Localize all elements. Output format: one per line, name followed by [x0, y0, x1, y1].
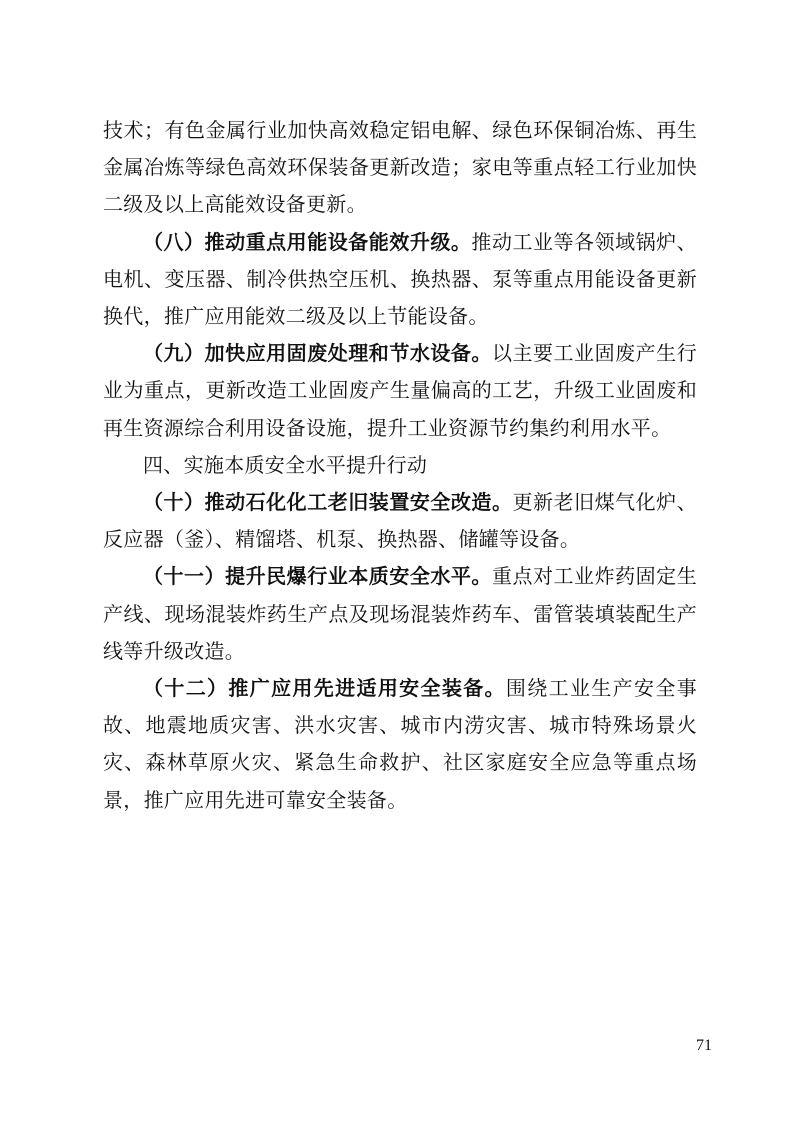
paragraph-text: 以主要工业固废产生行业为重点，更新改造工业固废产生量偏高的工艺，升级工业固废和再生资源综合利用设备设施，提升工业资源节约集约利用水平。	[103, 341, 697, 440]
paragraph-continuation	[103, 112, 697, 224]
paragraph-item-11	[103, 558, 697, 670]
paragraph-item-9	[103, 335, 697, 447]
paragraph-heading: （十二）推广应用先进适用安全装备。	[143, 676, 506, 701]
paragraph-heading: （十）推动石化化工老旧装置安全改造。	[143, 490, 513, 515]
paragraph-heading: （八）推动重点用能设备能效升级。	[143, 229, 472, 254]
paragraph-heading: （十一）提升民爆行业本质安全水平。	[143, 564, 492, 589]
document-body	[103, 112, 697, 819]
paragraph-text: 更新老旧煤气化炉、反应器（釜）、精馏塔、机泵、换热器、储罐等设备。	[103, 490, 697, 552]
paragraph-item-10	[103, 484, 697, 558]
paragraph-text: 推动工业等各领域锅炉、电机、变压器、制冷供热空压机、换热器、泵等重点用能设备更新换代，推广应用能效二级及以上节能设备。	[103, 229, 697, 329]
paragraph-heading: （九）加快应用固废处理和节水设备。	[143, 341, 492, 366]
paragraph-item-12	[103, 670, 697, 819]
paragraph-text: 技术；有色金属行业加快高效稳定铝电解、绿色环保铜冶炼、再生金属冶炼等绿色高效环保装备更新改造；家电等重点轻工行业加快二级及以上高能效设备更新。	[103, 118, 697, 217]
page-number: 71	[696, 1037, 712, 1054]
paragraph-item-8	[103, 224, 697, 336]
paragraph-text: 围绕工业生产安全事故、地震地质灾害、洪水灾害、城市内涝灾害、城市特殊场景火灾、森林草原火灾、紧急生命救护、社区家庭安全应急等重点场景，推广应用先进可靠安全装备。	[103, 676, 698, 812]
section-heading: 四、实施本质安全水平提升行动	[143, 452, 428, 477]
paragraph-text: 重点对工业炸药固定生产线、现场混装炸药生产点及现场混装炸药车、雷管装填装配生产线等升级改造。	[103, 564, 697, 663]
